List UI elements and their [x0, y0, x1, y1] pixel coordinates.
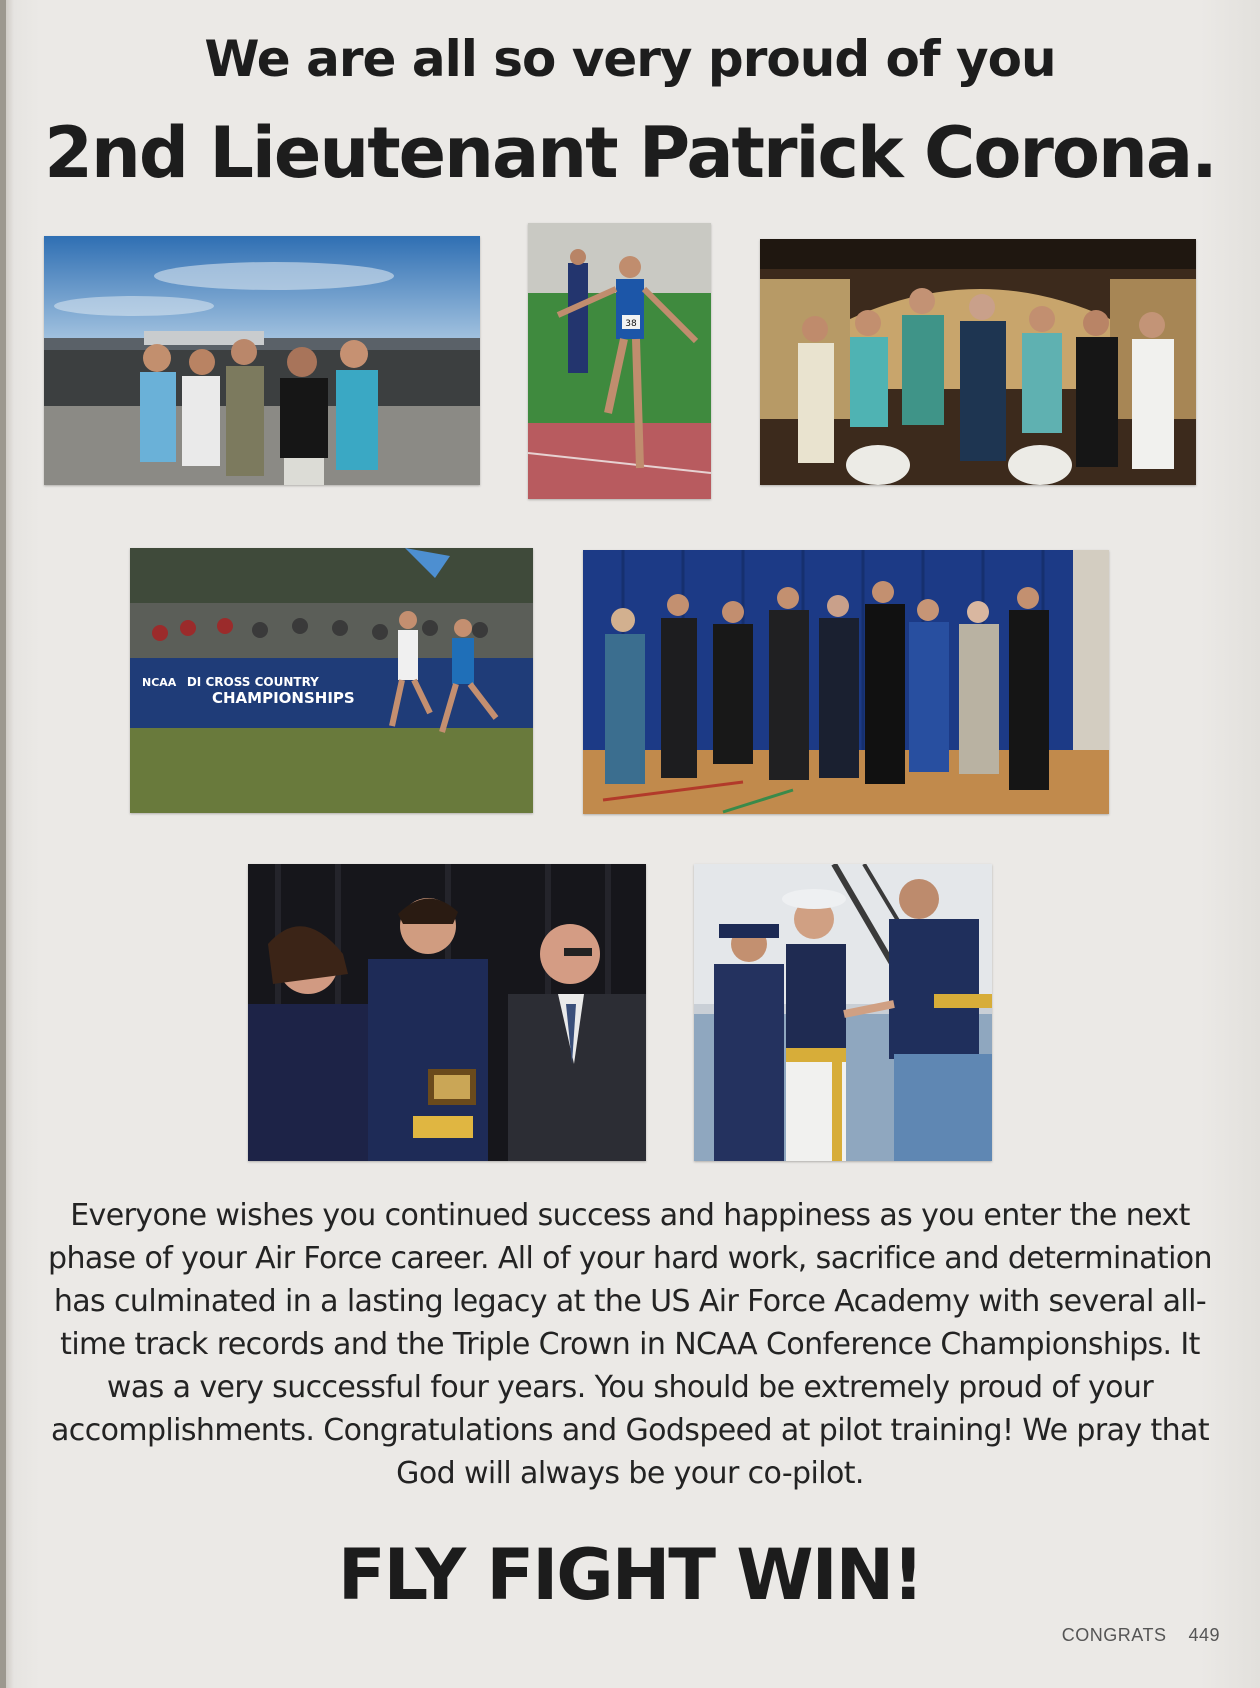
congratulations-message: Everyone wishes you continued success and happiness as you enter the next phase of your Air Force career. All of your hard work, sacrifice and determination has culminated in a lasting legacy at the US Air Force Academy with several all-time track records and the Triple Crown in NCAA Conference Championships. It was a very successful four years. You should be extremely proud of your accomplishments. Congratulations and Godspeed at pilot training! We pray that God will always be your co-pilot. — [48, 1198, 1212, 1491]
page-footer — [1062, 1625, 1220, 1646]
page-number: 449 — [1188, 1625, 1220, 1645]
photo-award-presentation — [248, 864, 646, 1161]
ncaa-banner — [142, 676, 319, 690]
page-spine — [0, 0, 6, 1688]
photo-family-airfield — [44, 236, 480, 485]
photo-graduation-handshake — [694, 864, 992, 1161]
closing-motto: FLY FIGHT WIN! — [337, 1534, 923, 1616]
headline-name: 2nd Lieutenant Patrick Corona. — [44, 112, 1216, 194]
photo-restaurant-group — [760, 239, 1196, 485]
formal-group-photo-icon — [583, 550, 1109, 814]
photo-cross-country — [130, 548, 533, 813]
championships-banner — [212, 691, 355, 707]
graduation-handshake-photo-icon — [694, 864, 992, 1161]
footer-section: CONGRATS — [1061, 1625, 1167, 1645]
track-runner-photo-icon — [528, 223, 711, 499]
family-group-photo-icon — [44, 236, 480, 485]
photo-formal-group — [583, 550, 1109, 814]
ncaa-logo-text: NCAA — [142, 676, 177, 689]
restaurant-group-photo-icon — [760, 239, 1196, 485]
runner-bib: 38 — [625, 319, 637, 329]
banner-line1: DI CROSS COUNTRY — [186, 675, 319, 689]
photo-track-runner — [528, 223, 711, 499]
banner-line2: CHAMPIONSHIPS — [212, 689, 355, 707]
award-presentation-photo-icon — [248, 864, 646, 1161]
headline-proud: We are all so very proud of you — [204, 30, 1056, 88]
